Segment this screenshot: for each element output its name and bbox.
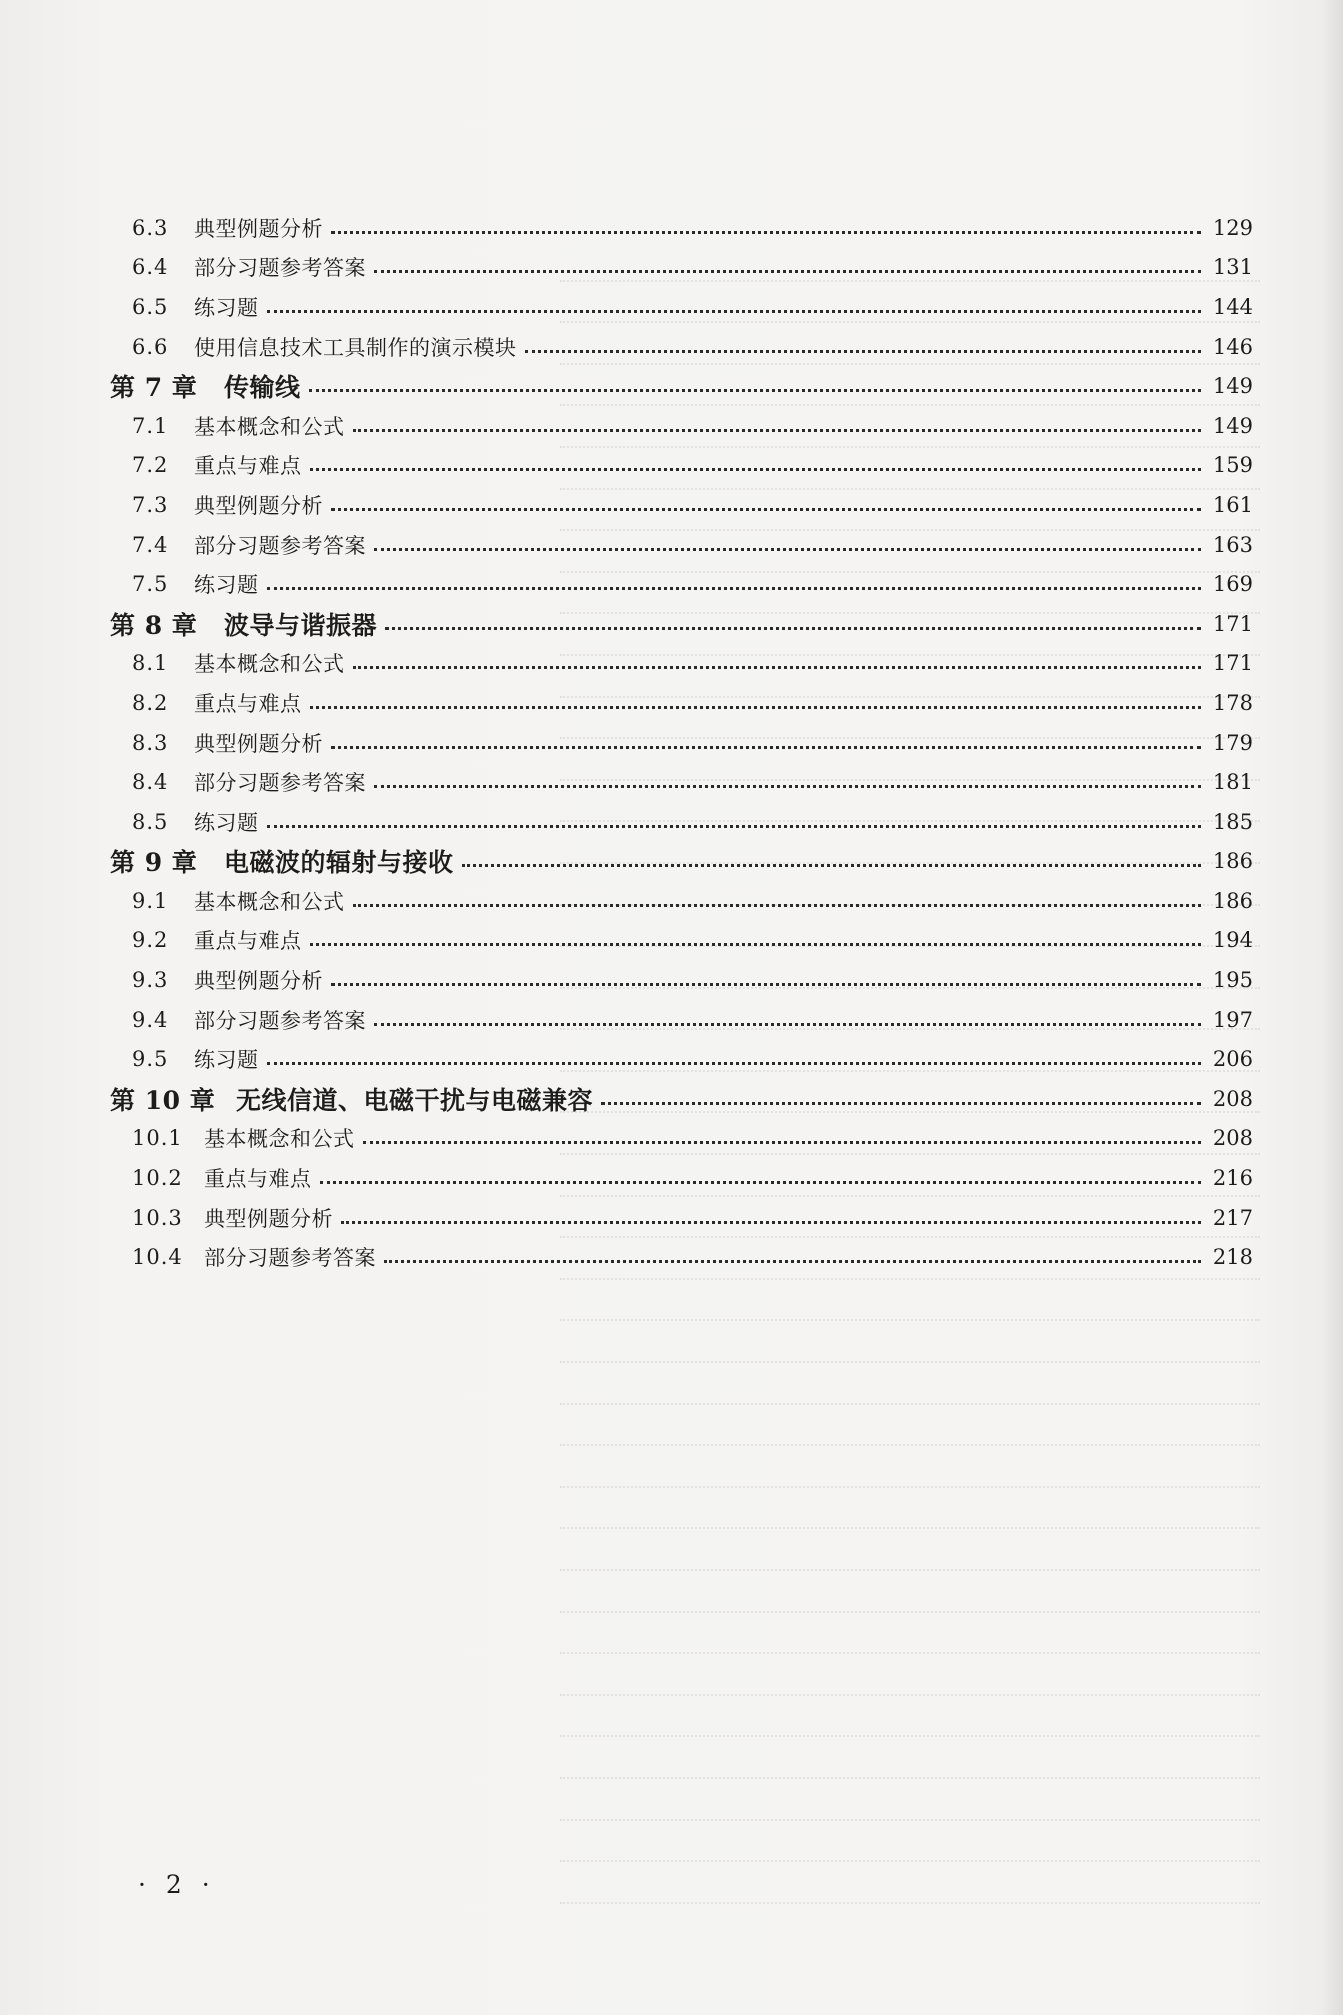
- section-title: 典型例题分析: [204, 1206, 333, 1231]
- dot-leader: [525, 349, 1202, 353]
- dot-leader: [385, 626, 1201, 630]
- section-number: 6.5: [132, 294, 169, 319]
- dot-leader: [310, 942, 1202, 946]
- page-reference: 181: [1212, 770, 1253, 795]
- section-title: 重点与难点: [194, 691, 302, 716]
- toc-section-entry[interactable]: [110, 1039, 1253, 1079]
- section-number: 8.2: [132, 690, 169, 715]
- page-reference: 169: [1212, 572, 1253, 597]
- page-reference: 218: [1212, 1245, 1253, 1270]
- section-title: 练习题: [194, 295, 259, 320]
- dot-leader: [462, 863, 1201, 867]
- toc-section-entry[interactable]: [110, 208, 1253, 248]
- page-reference: 206: [1212, 1047, 1253, 1072]
- section-number: 7.1: [132, 413, 169, 438]
- page-reference: 185: [1212, 809, 1253, 834]
- section-title: 典型例题分析: [194, 969, 323, 994]
- chapter-number: 第 7 章: [110, 373, 198, 403]
- toc-section-entry[interactable]: [110, 1119, 1253, 1159]
- dot-leader: [310, 705, 1202, 709]
- section-number: 7.4: [132, 532, 169, 557]
- dot-leader: [331, 745, 1201, 749]
- toc-section-entry[interactable]: [110, 485, 1253, 525]
- page-reference: 194: [1212, 928, 1253, 953]
- page-reference: 197: [1212, 1007, 1253, 1032]
- section-number: 9.1: [132, 888, 169, 913]
- section-number: 7.2: [132, 453, 169, 478]
- dot-leader: [374, 547, 1201, 551]
- chapter-title: 传输线: [224, 373, 301, 403]
- page-reference: 163: [1212, 532, 1253, 557]
- section-number: 10.2: [132, 1166, 183, 1191]
- toc-section-entry[interactable]: [110, 1237, 1253, 1277]
- page-reference: 144: [1212, 294, 1253, 319]
- table-of-contents: [110, 208, 1253, 1277]
- page-reference: 171: [1212, 651, 1253, 676]
- toc-section-entry[interactable]: [110, 1158, 1253, 1198]
- page-reference: 195: [1212, 968, 1253, 993]
- page-reference: 146: [1212, 334, 1253, 359]
- section-title: 典型例题分析: [194, 493, 323, 518]
- dot-leader: [353, 903, 1202, 907]
- dot-leader: [331, 507, 1201, 511]
- section-number: 9.5: [132, 1047, 169, 1072]
- section-title: 典型例题分析: [194, 216, 323, 241]
- toc-section-entry[interactable]: [110, 802, 1253, 842]
- toc-section-entry[interactable]: [110, 248, 1253, 288]
- chapter-title: 电磁波的辐射与接收: [224, 848, 454, 878]
- section-number: 9.4: [132, 1007, 169, 1032]
- toc-section-entry[interactable]: [110, 723, 1253, 763]
- section-number: 8.4: [132, 770, 169, 795]
- dot-leader: [310, 467, 1202, 471]
- section-number: 10.4: [132, 1245, 183, 1270]
- page-reference: 129: [1212, 215, 1253, 240]
- section-title: 练习题: [194, 573, 259, 598]
- section-title: 基本概念和公式: [194, 652, 345, 677]
- toc-section-entry[interactable]: [110, 881, 1253, 921]
- section-number: 10.1: [132, 1126, 183, 1151]
- toc-section-entry[interactable]: [110, 1198, 1253, 1238]
- page-reference: 217: [1212, 1205, 1253, 1230]
- section-title: 部分习题参考答案: [194, 256, 366, 281]
- dot-leader: [309, 388, 1201, 392]
- page-reference: 149: [1212, 413, 1253, 438]
- dot-leader: [374, 784, 1201, 788]
- dot-leader: [267, 586, 1202, 590]
- section-number: 10.3: [132, 1205, 183, 1230]
- section-number: 7.3: [132, 492, 169, 517]
- chapter-number: 第 8 章: [110, 610, 198, 640]
- section-title: 基本概念和公式: [194, 414, 345, 439]
- section-number: 6.3: [132, 215, 169, 240]
- toc-section-entry[interactable]: [110, 762, 1253, 802]
- section-title: 重点与难点: [194, 454, 302, 479]
- chapter-title: 无线信道、电磁干扰与电磁兼容: [236, 1085, 594, 1115]
- section-title: 基本概念和公式: [204, 1127, 355, 1152]
- page-number: · 2 ·: [138, 1870, 216, 1899]
- dot-leader: [363, 1140, 1202, 1144]
- section-title: 基本概念和公式: [194, 889, 345, 914]
- section-title: 练习题: [194, 1048, 259, 1073]
- section-title: 重点与难点: [204, 1167, 312, 1192]
- dot-leader: [601, 1101, 1201, 1105]
- page-reference: 178: [1212, 690, 1253, 715]
- dot-leader: [353, 428, 1202, 432]
- page-reference: 179: [1212, 730, 1253, 755]
- dot-leader: [267, 1061, 1202, 1065]
- section-title: 练习题: [194, 810, 259, 835]
- page-reference: 186: [1212, 888, 1253, 913]
- dot-leader: [331, 230, 1201, 234]
- chapter-number: 第 9 章: [110, 848, 198, 878]
- section-number: 6.4: [132, 255, 169, 280]
- toc-chapter-entry[interactable]: [110, 366, 1253, 406]
- page-reference: 208: [1212, 1086, 1253, 1111]
- toc-chapter-entry[interactable]: [110, 604, 1253, 644]
- section-number: 7.5: [132, 572, 169, 597]
- toc-section-entry[interactable]: [110, 525, 1253, 565]
- toc-chapter-entry[interactable]: [110, 842, 1253, 882]
- section-title: 典型例题分析: [194, 731, 323, 756]
- toc-section-entry[interactable]: [110, 960, 1253, 1000]
- section-number: 8.1: [132, 651, 169, 676]
- page-reference: 171: [1212, 611, 1253, 636]
- toc-section-entry[interactable]: [110, 644, 1253, 684]
- dot-leader: [353, 665, 1202, 669]
- toc-section-entry[interactable]: [110, 327, 1253, 367]
- chapter-number: 第 10 章: [110, 1085, 216, 1115]
- page-edge-shadow: [1321, 0, 1343, 2015]
- toc-section-entry[interactable]: [110, 921, 1253, 961]
- dot-leader: [341, 1220, 1201, 1224]
- page-reference: 149: [1212, 374, 1253, 399]
- section-title: 重点与难点: [194, 929, 302, 954]
- section-title: 部分习题参考答案: [204, 1246, 376, 1271]
- section-number: 9.3: [132, 968, 169, 993]
- chapter-title: 波导与谐振器: [224, 610, 378, 640]
- page-reference: 161: [1212, 492, 1253, 517]
- toc-section-entry[interactable]: [110, 564, 1253, 604]
- dot-leader: [267, 309, 1202, 313]
- section-title: 部分习题参考答案: [194, 1008, 366, 1033]
- section-number: 6.6: [132, 334, 169, 359]
- dot-leader: [331, 982, 1201, 986]
- section-number: 9.2: [132, 928, 169, 953]
- section-number: 8.5: [132, 809, 169, 834]
- toc-section-entry[interactable]: [110, 683, 1253, 723]
- page-reference: 159: [1212, 453, 1253, 478]
- dot-leader: [320, 1180, 1202, 1184]
- dot-leader: [374, 1022, 1201, 1026]
- page-reference: 216: [1212, 1166, 1253, 1191]
- section-title: 部分习题参考答案: [194, 771, 366, 796]
- toc-section-entry[interactable]: [110, 406, 1253, 446]
- section-number: 8.3: [132, 730, 169, 755]
- toc-chapter-entry[interactable]: [110, 1079, 1253, 1119]
- dot-leader: [384, 1259, 1201, 1263]
- toc-section-entry[interactable]: [110, 287, 1253, 327]
- toc-section-entry[interactable]: [110, 1000, 1253, 1040]
- section-title: 使用信息技术工具制作的演示模块: [194, 335, 517, 360]
- page-reference: 208: [1212, 1126, 1253, 1151]
- dot-leader: [374, 269, 1201, 273]
- page-reference: 131: [1212, 255, 1253, 280]
- section-title: 部分习题参考答案: [194, 533, 366, 558]
- page-reference: 186: [1212, 849, 1253, 874]
- toc-section-entry[interactable]: [110, 446, 1253, 486]
- dot-leader: [267, 824, 1202, 828]
